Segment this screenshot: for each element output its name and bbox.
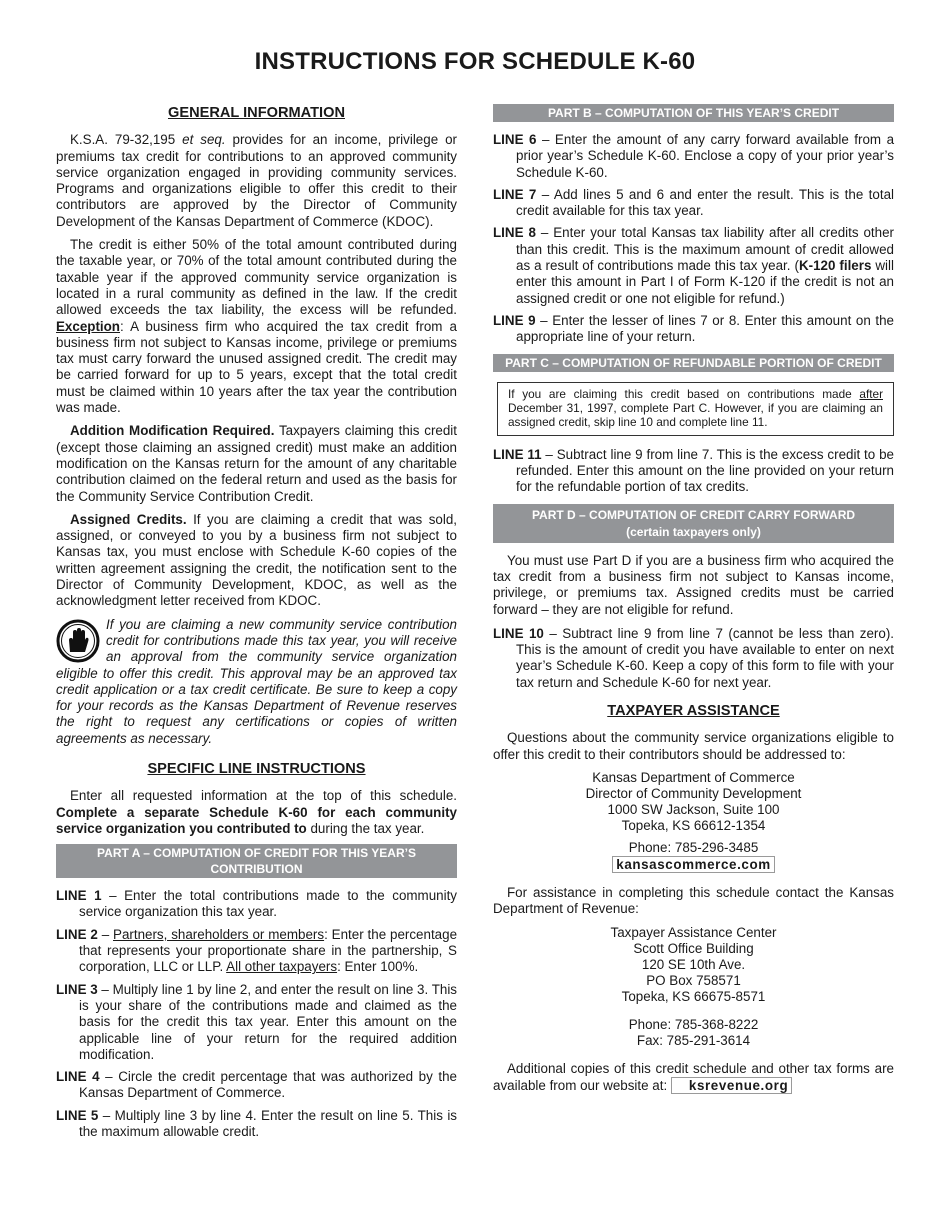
specific-line-instructions-heading: SPECIFIC LINE INSTRUCTIONS (147, 760, 366, 777)
kdor-address: Taxpayer Assistance Center Scott Office Building 120 SE 10th Ave. PO Box 758571 Topeka, KS 66675-8571 Phone: 785-368-8222 Fax: 785-291-3614 (493, 925, 894, 1049)
stop-hand-note: If you are claiming a new community service contribution credit for contributions made this tax year, you will receive an approval from the community service organization eligible to offer this credit. This approval may be an approved tax credit application or a tax credit certificate. Be sure to keep a copy for your records as the Kansas Department of Revenue reserves the right to request any certifications or copies of written agreements as necessary. (56, 616, 457, 746)
line-10-instruction: LINE 10 – Subtract line 9 from line 7 (cannot be less than zero). This is the amount of credit you have available to enter on next year’s Schedule K-60. Keep a copy of this form to file with your tax return and Schedule K-60 for next year. (493, 625, 894, 690)
ksrevenue-link[interactable]: ksrevenue.org (671, 1077, 792, 1094)
right-column (493, 101, 894, 1101)
part-d-header: PART D – COMPUTATION OF CREDIT CARRY FORWARD (certain taxpayers only) (493, 504, 894, 543)
assistance-paragraph-2: For assistance in completing this schedule contact the Kansas Department of Revenue: (493, 884, 894, 917)
line-8-instruction: LINE 8 – Enter your total Kansas tax liability after all credits other than this credit. This is the maximum amount of credit allowed as a result of contributions made this tax year. (K-120 filers will enter this amount in Part I of Form K-120 if the credit is not an assigned credit or one not eligible for refund.) (493, 225, 894, 306)
kdoc-address: Kansas Department of Commerce Director of Community Development 1000 SW Jackson, Suite 100 Topeka, KS 66612-1354 Phone: 785-296-3485 kansascommerce.com (493, 770, 894, 873)
general-info-paragraph-1: K.S.A. 79-32,195 et seq. provides for an income, privilege or premiums tax credit for contributions to an approved community service organization engaged in providing community services. Programs and organizations eligible to offer this credit to their contributors are approved by the Director of Community Development of the Kansas Department of Commerce (KDOC). (56, 132, 457, 229)
general-information-heading: GENERAL INFORMATION (167, 105, 345, 121)
part-a-header: PART A – COMPUTATION OF CREDIT FOR THIS YEAR’S CONTRIBUTION (56, 844, 457, 878)
taxpayer-assistance-heading: TAXPAYER ASSISTANCE (607, 703, 780, 720)
line-11-instruction: LINE 11 – Subtract line 9 from line 7. This is the excess credit to be refunded. Enter this amount on the line provided on your return for the refundable portion of tax credits. (493, 446, 894, 495)
specific-intro-paragraph: Enter all requested information at the top of this schedule. Complete a separate Schedule K-60 for each community service organization you contributed to during the tax year. (56, 788, 457, 836)
part-c-header: PART C – COMPUTATION OF REFUNDABLE PORTION OF CREDIT (493, 354, 894, 372)
general-info-paragraph-2: The credit is either 50% of the total amount contributed during the taxable year, or 70% of the total amount contributed during the taxable year if the approved community service organization is located in a rural community as defined in the law. If the credit allowed exceeds the tax liability, the excess will be refunded. Exception: A business firm who acquired the tax credit from a business firm not subject to Kansas income, privilege or premiums tax must carry forward the unused assigned credit. The credit may be carried forward for up to 5 years, except that the total credit must be claimed within 10 years after the tax year the contribution was made. (56, 237, 457, 416)
line-5-instruction: LINE 5 – Multiply line 3 by line 4. Enter the result on line 5. This is the maximum allowable credit. (56, 1107, 457, 1140)
assistance-paragraph-1: Questions about the community service organizations eligible to offer this credit to their contributors should be addressed to: (493, 730, 894, 762)
kdor-phone: Phone: 785-368-8222 (628, 1016, 759, 1032)
part-d-paragraph: You must use Part D if you are a business firm who acquired the tax credit from a business firm not subject to Kansas income, privilege, or premiums tax. Assigned credits must be carried forward – they are not eligible for refund. (493, 552, 894, 617)
page-title: INSTRUCTIONS FOR SCHEDULE K-60 (254, 48, 696, 75)
assistance-paragraph-3: Additional copies of this credit schedule and other tax forms are available from our website at: ksrevenue.org (493, 1060, 894, 1093)
kdoc-phone: Phone: 785-296-3485 (628, 839, 759, 855)
left-column (56, 101, 457, 1146)
part-b-header: PART B – COMPUTATION OF THIS YEAR’S CREDIT (493, 104, 894, 122)
line-3-instruction: LINE 3 – Multiply line 1 by line 2, and enter the result on line 3. This is your share of the contributions made and claimed as the basis for the credit this tax year. Enter this amount on the applicable line of your return for the required addition modification. (56, 981, 458, 1062)
kdor-fax: Fax: 785-291-3614 (636, 1032, 751, 1048)
line-1-instruction: LINE 1 – Enter the total contributions made to the community service organization this tax year. (56, 888, 457, 920)
addition-modification-paragraph: Addition Modification Required. Taxpayers claiming this credit (except those claiming an assigned credit) must make an addition modification on the Kansas return for the amount of any charitable contribution claimed on the federal return and used as the basis for the Community Service Contribution Credit. (56, 423, 457, 504)
part-c-note-box: If you are claiming this credit based on contributions made after December 31, 1997, complete Part C. However, if you are claiming an assigned credit, skip line 10 and complete line 11. (497, 382, 894, 436)
line-4-instruction: LINE 4 – Circle the credit percentage that was authorized by the Kansas Department of Commerce. (56, 1069, 457, 1101)
line-2-instruction: LINE 2 – Partners, shareholders or members: Enter the percentage that represents your proportionate share in the partnership, S corporation, LLC or LLP. All other taxpayers: Enter 100%. (56, 926, 458, 975)
stop-hand-icon (56, 619, 100, 663)
line-6-instruction: LINE 6 – Enter the amount of any carry forward available from a prior year’s Schedule K-60. Enclose a copy of your prior year’s Schedule K-60. (493, 132, 895, 180)
line-9-instruction: LINE 9 – Enter the lesser of lines 7 or 8. Enter this amount on the appropriate line of your return. (493, 312, 895, 345)
kansascommerce-link[interactable]: kansascommerce.com (612, 856, 774, 873)
assigned-credits-paragraph: Assigned Credits. If you are claiming a credit that was sold, assigned, or conveyed to you by a business firm not subject to Kansas tax, you must enclose with Schedule K-60 copies of the written agreement assigning the credit, the notification sent to the Director of Community Development, KDOC, as well as the acknowledgment letter received from KDOC. (56, 511, 457, 609)
exception-label: Exception (56, 318, 120, 334)
line-7-instruction: LINE 7 – Add lines 5 and 6 and enter the result. This is the total credit available for this tax year. (493, 186, 894, 219)
